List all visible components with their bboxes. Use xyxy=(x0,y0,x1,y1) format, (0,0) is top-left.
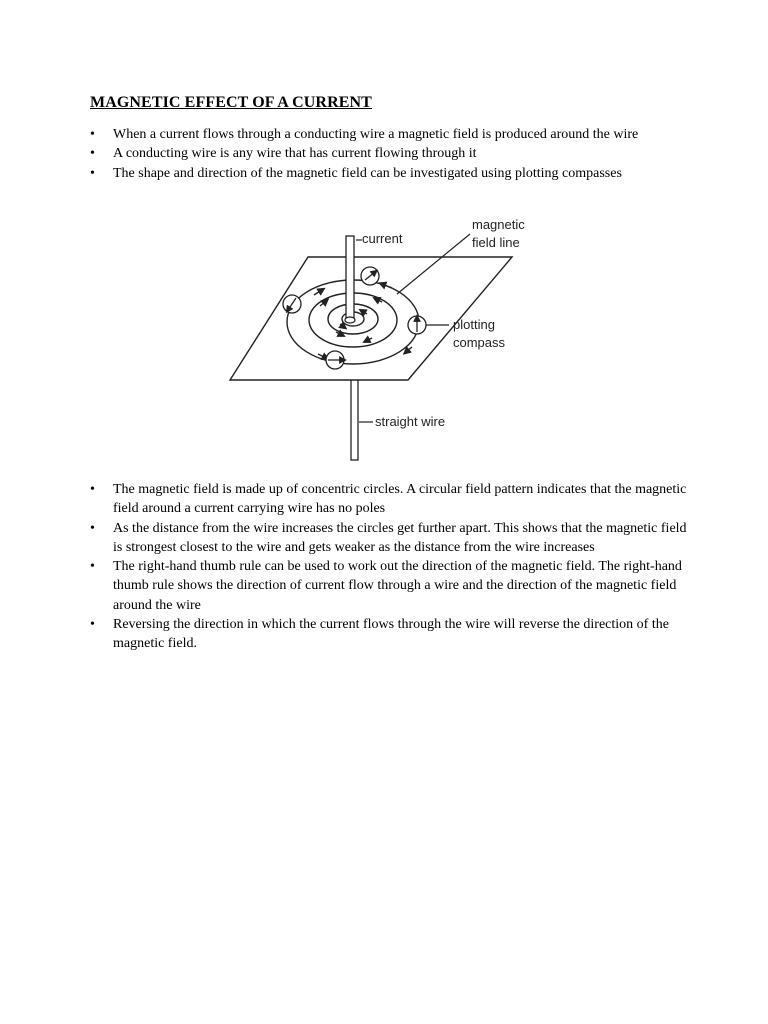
list-item: • The right-hand thumb rule can be used to work out the direction of the magnetic field. The right-hand thumb rule shows the direction of current flow through a wire and the direction of the magnetic field around the wire xyxy=(90,557,690,615)
compass-left xyxy=(283,295,301,313)
label-magnetic: magnetic xyxy=(472,217,525,232)
list-item: • The magnetic field is made up of concentric circles. A circular field pattern indicates that the magnetic field around a current carrying wire has no poles xyxy=(90,480,690,519)
diagram-svg xyxy=(222,212,552,464)
compass-top xyxy=(361,267,379,285)
list-item: • Reversing the direction in which the current flows through the wire will reverse the direction of the magnetic field. xyxy=(90,615,690,654)
page-title: MAGNETIC EFFECT OF A CURRENT xyxy=(90,94,372,111)
bullet-list-explanation xyxy=(90,480,690,654)
compass-bottom xyxy=(326,351,344,369)
magnetic-field-diagram xyxy=(222,212,552,464)
label-straight-wire: straight wire xyxy=(375,414,446,429)
compass-right xyxy=(408,316,426,334)
list-item: • A conducting wire is any wire that has current flowing through it xyxy=(90,144,690,163)
label-field-line: field line xyxy=(472,235,520,250)
label-compass: compass xyxy=(453,335,506,350)
straight-wire-lower xyxy=(351,378,358,460)
list-item: • As the distance from the wire increases the circles get further apart. This shows that the magnetic field is strongest closest to the wire and gets weaker as the distance from the wire increases xyxy=(90,519,690,558)
list-item: • When a current flows through a conducting wire a magnetic field is produced around the wire xyxy=(90,125,690,144)
straight-wire-upper xyxy=(345,236,355,323)
label-plotting: plotting xyxy=(453,317,495,332)
label-current: current xyxy=(362,231,403,246)
bullet-list-intro xyxy=(90,125,690,183)
list-item: • The shape and direction of the magnetic field can be investigated using plotting compasses xyxy=(90,164,690,183)
